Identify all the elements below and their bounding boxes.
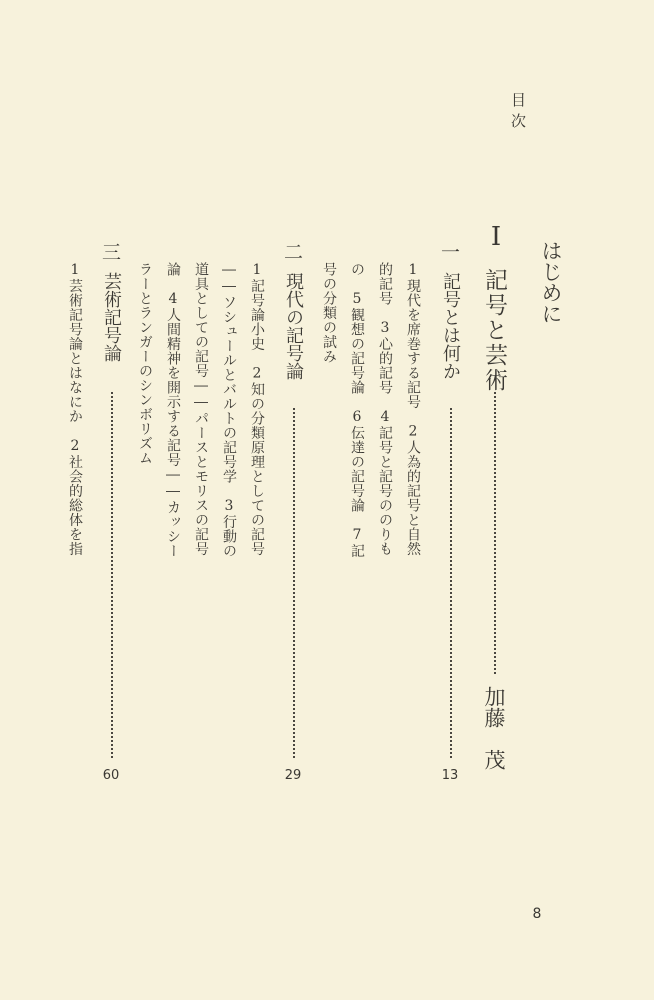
section-desc-line: ――ソシュールとバルトの記号学 3行動の — [221, 262, 237, 558]
section-title: 芸術記号論 — [101, 272, 122, 362]
part-title: 記号と芸術 — [481, 268, 507, 393]
section-desc-line: 号の分類の試み — [321, 262, 337, 364]
section-desc-line: ラーとランガーのシンボリズム — [137, 262, 153, 465]
part-leader-dots — [494, 392, 496, 674]
page-header-title: 目次 — [509, 92, 527, 134]
section-leader-dots — [450, 408, 452, 758]
section-desc-line: 論 4人間精神を開示する記号――カッシー — [165, 262, 181, 558]
section-desc-line: 道具としての記号――パースとモリスの記号 — [193, 262, 209, 556]
section-numeral: 三 — [99, 242, 121, 261]
part-author: 加藤 茂 — [482, 686, 506, 770]
section-desc-line: 1現代を席巻する記号 2人為的記号と自然 — [405, 262, 421, 556]
page-number: 60 — [102, 768, 120, 783]
section-numeral: 二 — [281, 242, 303, 261]
section-title: 記号とは何か — [440, 272, 461, 380]
part-numeral: I — [490, 222, 502, 252]
section-title: 現代の記号論 — [283, 272, 304, 380]
section-leader-dots — [111, 392, 113, 758]
section-desc-line: 1芸術記号論とはなにか 2社会的総体を指 — [67, 262, 83, 556]
section-desc-line: の 5観想の記号論 6伝達の記号論 7記 — [349, 262, 365, 558]
section-numeral: 一 — [438, 242, 460, 261]
section-desc-line: 的記号 3心的記号 4記号と記号ののりも — [377, 262, 393, 556]
section-desc-line: 1記号論小史 2知の分類原理としての記号 — [249, 262, 265, 556]
page-number: 13 — [441, 768, 459, 783]
page-number: 29 — [284, 768, 302, 783]
intro-entry: はじめに — [539, 240, 563, 324]
section-leader-dots — [293, 408, 295, 758]
folio-page-number: 8 — [532, 906, 542, 922]
